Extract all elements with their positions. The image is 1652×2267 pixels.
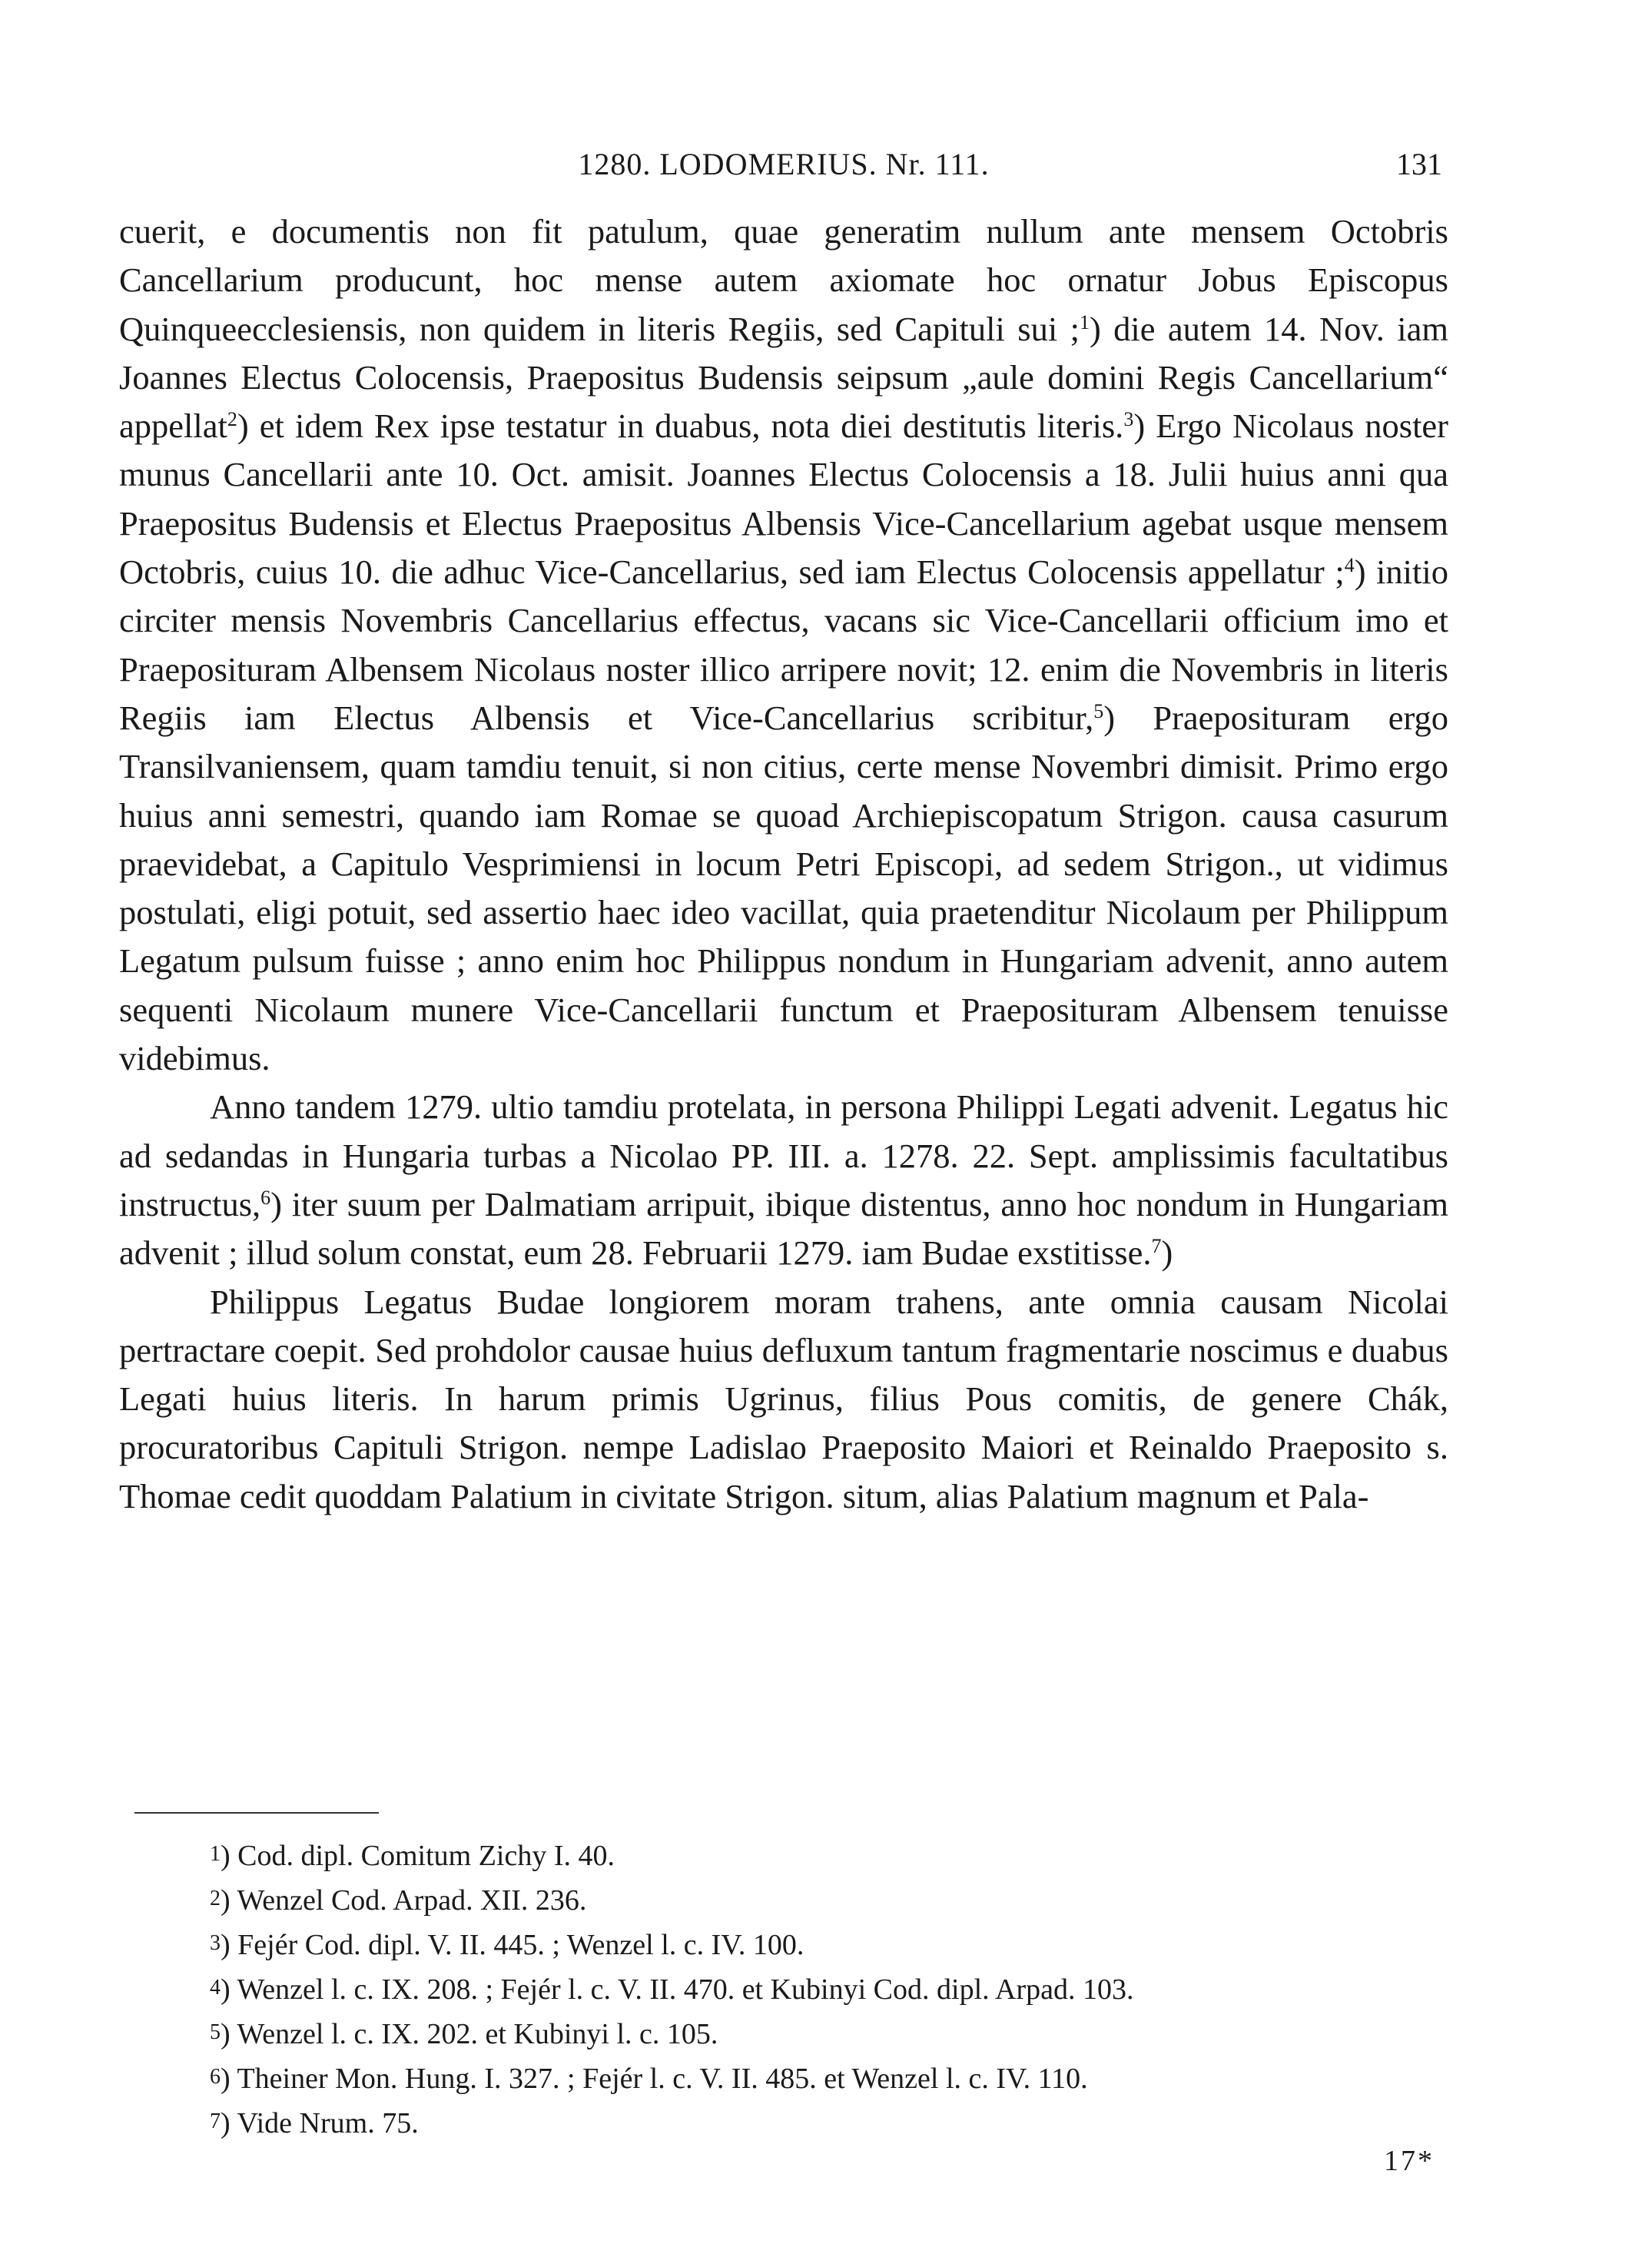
paragraph-2	[119, 1083, 1448, 1277]
footnote-text: ) Fejér Cod. dipl. V. II. 445. ; Wenzel l. c. IV. 100.	[221, 1929, 804, 1961]
footnote-ref: 1	[1079, 310, 1090, 334]
footnote-5	[119, 2011, 1448, 2056]
footnote-6	[119, 2056, 1448, 2100]
footnote-ref: 2	[227, 408, 237, 431]
footnote-text: ) Wenzel l. c. IX. 208. ; Fejér l. c. V. II. 470. et Kubinyi Cod. dipl. Arpad. 103.	[221, 1973, 1134, 2006]
running-head-title: 1280. LODOMERIUS. Nr. 111.	[578, 147, 990, 181]
page-number: 131	[1396, 147, 1442, 181]
footnote-mark: 2	[210, 1887, 221, 1910]
main-text	[119, 207, 1448, 1521]
document-page	[119, 0, 1448, 2267]
footnote-ref: 5	[1093, 699, 1104, 722]
text-run: ) initio circiter mensis Novembris Cancellarius effectus, vacans sic Vice-Cancellarii officium imo et Praeposituram Albensem Nicolaus noster illico arripere novit; 12. enim die Novembris in literis Regiis iam Electus Albensis et Vice-Cancellarius scribitur,	[119, 553, 1448, 737]
footnote-mark: 3	[210, 1931, 221, 1955]
footnote-1	[119, 1833, 1448, 1877]
footnote-divider	[134, 1812, 379, 1814]
footnote-ref: 7	[1151, 1235, 1162, 1258]
footnote-mark: 1	[210, 1842, 221, 1866]
footnote-ref: 6	[260, 1186, 271, 1209]
text-run: ) Ergo Nicolaus noster munus Cancellarii ante 10. Oct. amisit. Joannes Electus Colocensis a 18. Julii huius anni qua Praepositus Budensis et Electus Praepositus Albensis Vice-Cancellarium agebat usque mensem Octobris, cuius 10. die adhuc Vice-Cancellarius, sed iam Electus Colocensis appellatur ;	[119, 407, 1449, 592]
text-run: ) Praeposituram ergo Transilvaniensem, quam tamdiu tenuit, si non citius, certe mense Novembri dimisit. Primo ergo huius anni semestri, quando iam Romae se quoad Archiepiscopatum Strigon. causa casurum praevidebat, a Capitulo Vesprimiensi in locum Petri Episcopi, ad sedem Strigon., ut vidimus postulati, eligi potuit, sed assertio haec ideo vacillat, quia praetenditur Nicolaum per Philippum Legatum pulsum fuisse ; anno enim hoc Philippus nondum in Hungariam advenit, anno autem sequenti Nicolaum munere Vice-Cancellarii functum et Praeposituram Albensem tenuisse videbimus.	[119, 698, 1448, 1078]
footnote-text: ) Cod. dipl. Comitum Zichy I. 40.	[221, 1840, 615, 1872]
footnote-text: ) Vide Nrum. 75.	[221, 2107, 419, 2139]
footnote-text: ) Wenzel Cod. Arpad. XII. 236.	[221, 1884, 587, 1917]
footnote-ref: 4	[1344, 554, 1355, 577]
footnote-mark: 5	[210, 2020, 221, 2044]
text-run: ) die autem 14. Nov. iam Joannes Electus Colocensis, Praepositus Budensis seipsum „aule domini Regis Cancellarium“ appellat	[119, 309, 1449, 446]
footnote-ref: 3	[1123, 408, 1134, 431]
signature-mark: 17*	[1384, 2145, 1435, 2177]
footnote-4	[119, 1967, 1448, 2011]
paragraph-1	[119, 207, 1448, 1083]
footnotes	[119, 1833, 1448, 2145]
running-head	[119, 146, 1448, 192]
footnote-2	[119, 1877, 1448, 1922]
footnote-mark: 7	[210, 2109, 221, 2133]
footnote-7	[119, 2100, 1448, 2145]
text-run: ) iter suum per Dalmatiam arripuit, ibique distentus, anno hoc nondum in Hungariam advenit ; illud solum constat, eum 28. Februarii 1279. iam Budae exstitisse.	[119, 1184, 1448, 1273]
footnote-mark: 4	[210, 1976, 221, 2000]
footnote-3	[119, 1922, 1448, 1967]
text-run: Anno tandem 1279. ultio tamdiu protelata, in persona Philippi Legati advenit. Legatus hic ad sedandas in Hungaria turbas a Nicolao PP. III. a. 1278. 22. Sept. amplissimis facultatibus instructus,	[119, 1087, 1448, 1223]
text-run: )	[1161, 1233, 1173, 1273]
paragraph-3: Philippus Legatus Budae longiorem moram trahens, ante omnia causam Nicolai pertractare coepit. Sed prohdolor causae huius defluxum tantum fragmentarie noscimus e duabus Legati huius literis. In harum primis Ugrinus, filius Pous comitis, de genere Chák, procuratoribus Capituli Strigon. nempe Ladislao Praeposito Maiori et Reinaldo Praeposito s. Thomae cedit quoddam Palatium in civitate Strigon. situm, alias Palatium magnum et Pala-	[119, 1282, 1448, 1515]
footnote-text: ) Wenzel l. c. IX. 202. et Kubinyi l. c. 105.	[221, 2018, 718, 2050]
text-run: ) et idem Rex ipse testatur in duabus, nota diei destitutis literis.	[237, 407, 1124, 446]
footnote-mark: 6	[210, 2065, 221, 2089]
footnote-text: ) Theiner Mon. Hung. I. 327. ; Fejér l. c. V. II. 485. et Wenzel l. c. IV. 110.	[221, 2063, 1088, 2095]
text-run: cuerit, e documentis non fit patulum, quae generatim nullum ante mensem Octobris Cancellarium producunt, hoc mense autem axiomate hoc ornatur Jobus Episcopus Quinqueecclesiensis, non quidem in literis Regiis, sed Capituli sui ;	[119, 212, 1448, 348]
